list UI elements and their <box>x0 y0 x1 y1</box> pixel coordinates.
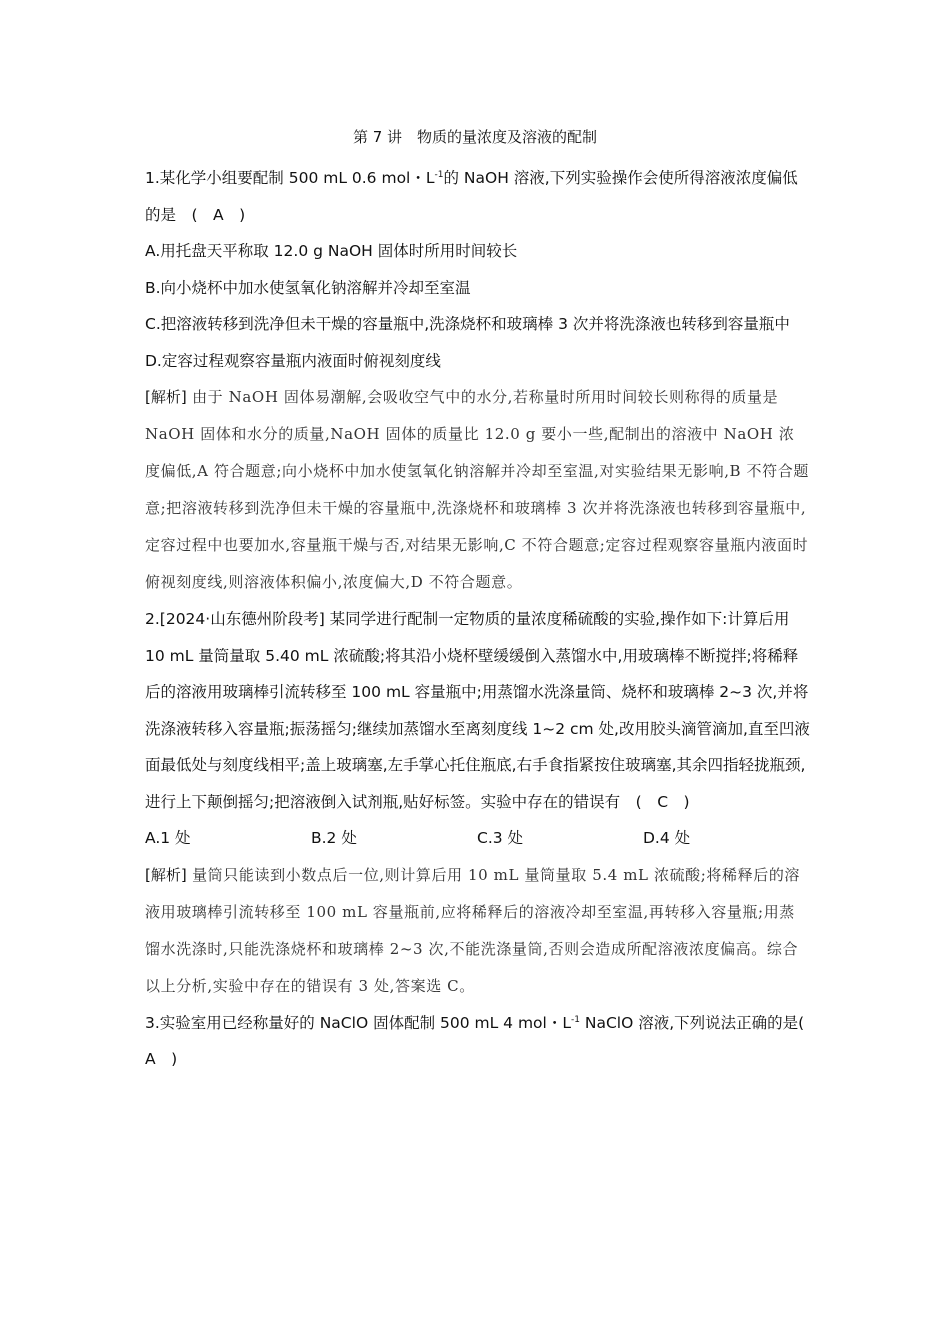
q1-option-c: C.把溶液转移到洗净但未干燥的容量瓶中,洗涤烧杯和玻璃棒 3 次并将洗涤液也转移到容量瓶中 <box>145 315 790 333</box>
q2-options <box>145 820 810 857</box>
q2-option-c: C.3 处 <box>477 829 524 847</box>
question-1-stem <box>145 160 810 233</box>
q2-option-a: A.1 处 <box>145 829 191 847</box>
q3-stem-part-a: 3.实验室用已经称量好的 NaClO 固体配制 500 mL 4 mol・L <box>145 1013 571 1032</box>
q2-option-d: D.4 处 <box>643 829 691 847</box>
q1-analysis-text: 由于 NaOH 固体易潮解,会吸收空气中的水分,若称量时所用时间较长则称得的质量是 NaOH 固体和水分的质量,NaOH 固体的质量比 12.0 g 要小一些,配制出的溶液中 NaOH 浓度偏低,A 符合题意;向小烧杯中加水使氢氧化钠溶解并冷却至室温,对实验结果无影响,B 不符合题意;把溶液转移到洗净但未干燥的容量瓶中,洗涤烧杯和玻璃棒 3 次并将洗涤液也转移到容量瓶中,定容过程中也要加水,容量瓶干燥与否,对结果无影响,C 不符合题意;定容过程观察容量瓶内液面时俯视刻度线,则溶液体积偏小,浓度偏大,D 不符合题意。 <box>145 388 809 591</box>
document-body <box>145 160 820 1078</box>
q2-analysis-tag: [解析] <box>145 865 187 884</box>
q3-stem-superscript: -1 <box>570 1014 580 1025</box>
q2-analysis <box>145 857 810 1005</box>
q1-option-d: D.定容过程观察容量瓶内液面时俯视刻度线 <box>145 351 441 370</box>
q2-option-b: B.2 处 <box>311 829 357 847</box>
q1-stem-part-b: 的 NaOH 溶液,下列实验操作会使所得溶液浓度偏低的是 ( A ) <box>145 169 798 224</box>
q1-stem-part-a: 1.某化学小组要配制 500 mL 0.6 mol・L <box>145 169 435 187</box>
q1-stem-superscript: -1 <box>434 169 444 180</box>
lesson-title: 第 7 讲 物质的量浓度及溶液的配制 <box>352 128 598 146</box>
q2-analysis-text: 量筒只能读到小数点后一位,则计算后用 10 mL 量筒量取 5.4 mL 浓硫酸;将稀释后的溶液用玻璃棒引流转移至 100 mL 容量瓶前,应将稀释后的溶液冷却至室温,再转移入容量瓶;用蒸馏水洗涤时,只能洗涤烧杯和玻璃棒 2~3 次,不能洗涤量筒,否则会造成所配溶液浓度偏高。综合以上分析,实验中存在的错误有 3 处,答案选 C。 <box>145 865 801 995</box>
question-2-stem: 2.[2024·山东德州阶段考] 某同学进行配制一定物质的量浓度稀硫酸的实验,操作如下:计算后用 10 mL 量筒量取 5.40 mL 浓硫酸;将其沿小烧杯壁缓缓倒入蒸馏水中,用玻璃棒不断搅拌;将稀释后的溶液用玻璃棒引流转移至 100 mL 容量瓶中;用蒸馏水洗涤量筒、烧杯和玻璃棒 2~3 次,并将洗涤液转移入容量瓶;振荡摇匀;继续加蒸馏水至离刻度线 1~2 cm 处,改用胶头滴管滴加,直至凹液面最低处与刻度线相平;盖上玻璃塞,左手掌心托住瓶底,右手食指紧按住玻璃塞,其余四指轻拢瓶颈,进行上下颠倒摇匀;把溶液倒入试剂瓶,贴好标签。实验中存在的错误有 ( C ) <box>145 610 810 811</box>
q3-stem-part-b: NaClO 溶液,下列说法正确的是( A ) <box>145 1013 820 1068</box>
q1-option-a: A.用托盘天平称取 12.0 g NaOH 固体时所用时间较长 <box>145 242 518 260</box>
q1-analysis <box>145 379 810 601</box>
q1-option-b: B.向小烧杯中加水使氢氧化钠溶解并冷却至室温 <box>145 278 471 297</box>
q1-analysis-tag: [解析] <box>145 388 187 406</box>
question-3-stem <box>145 1005 820 1078</box>
